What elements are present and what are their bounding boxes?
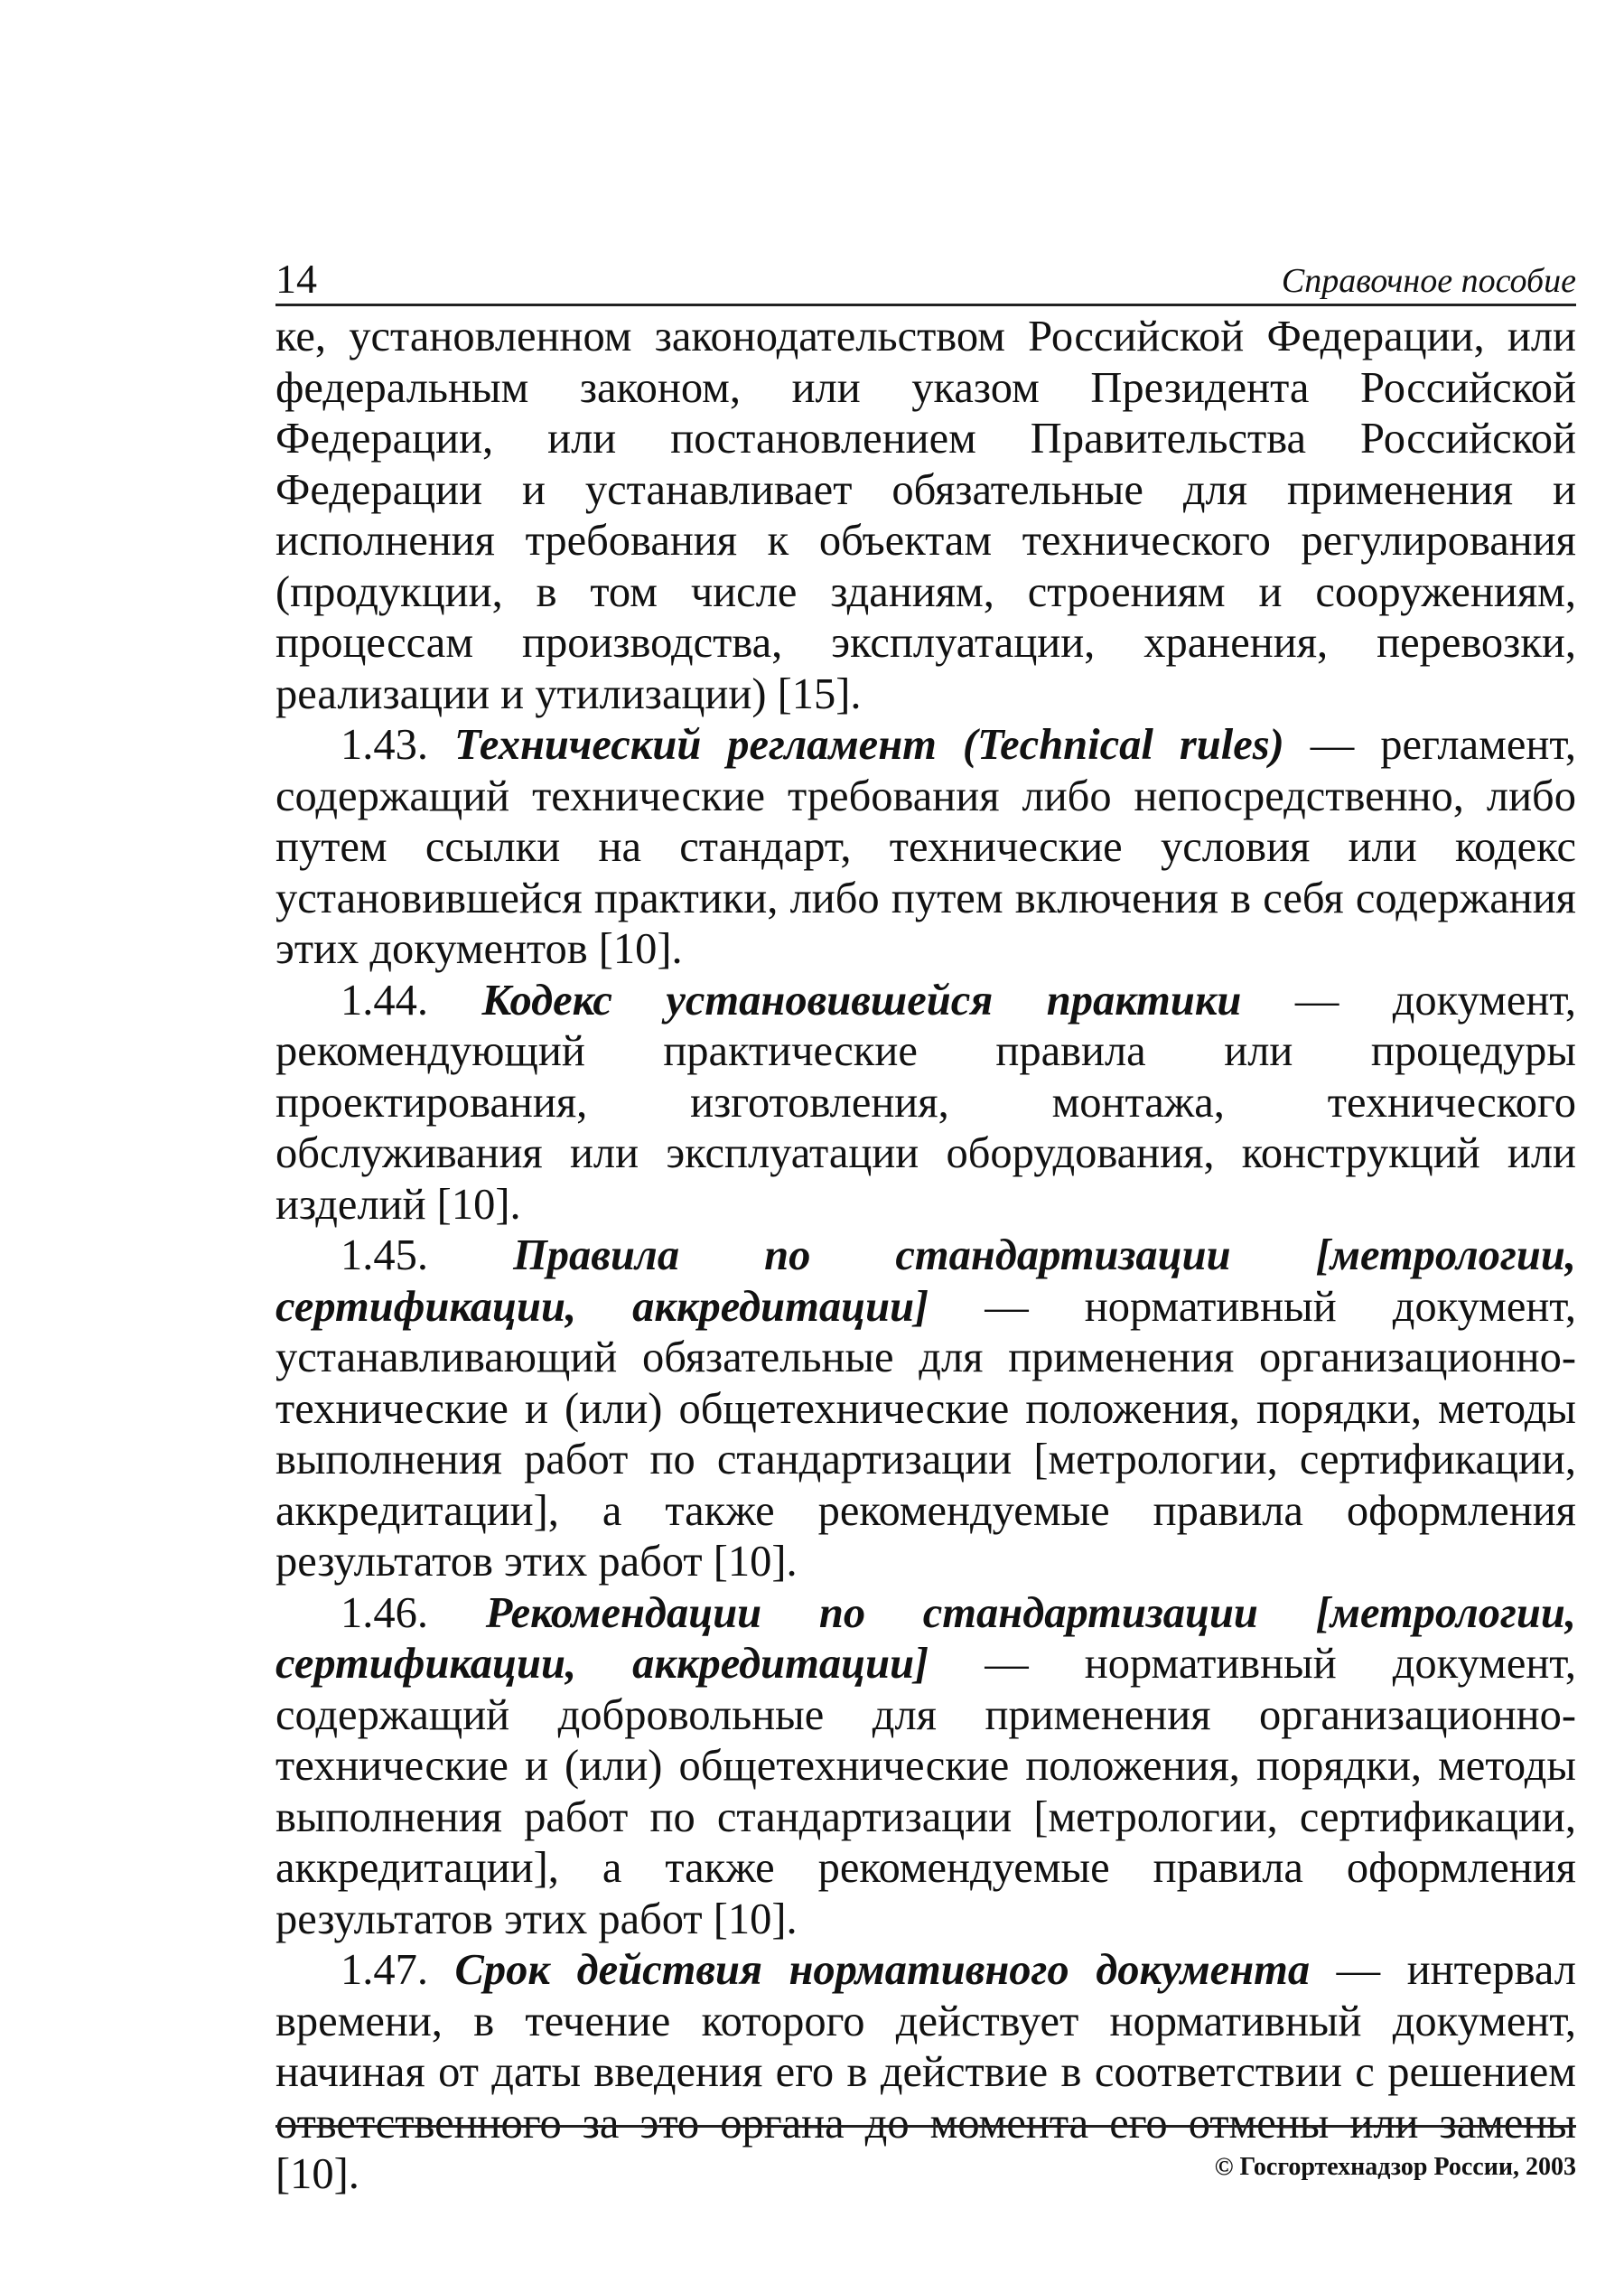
clause-number: 1.44.	[341, 976, 482, 1025]
page	[275, 253, 1576, 2201]
page-footer	[275, 2125, 1576, 2182]
definition-text: — нормативный документ, содержащий добровольные для применения организационно-технические и (или) общетехнические положения, порядки, методы выполнения работ по стандартизации [метрологии, сертификации, аккредитации], а также рекомендуемые правила оформления результатов этих работ [10].	[275, 1640, 1576, 1943]
paragraph-text: ке, установленном законодательством Российской Федерации, или федеральным законом, или указом Президента Российской Федерации, или постановлением Правительства Российской Федерации и устанавливает обязательные для применения и исполнения требования к объектам технического регулирования (продукции, в том числе зданиям, строениям и сооружениям, процессам производства, эксплуатации, хранения, перевозки, реализации и утилизации) [15].	[275, 313, 1576, 718]
defined-term: Срок действия нормативного документа	[454, 1946, 1311, 1994]
clause-number: 1.43.	[341, 721, 454, 769]
definition-1-43	[275, 720, 1576, 976]
definition-text: — регламент, содержащий технические требования либо непосредственно, либо путем ссылки на стандарт, технические условия или кодекс установившейся практики, либо путем включения в себя содержания этих документов [10].	[275, 721, 1576, 973]
clause-number: 1.45.	[341, 1231, 514, 1279]
clause-number: 1.46.	[341, 1588, 486, 1637]
footer-divider	[275, 2125, 1576, 2128]
clause-number: 1.47.	[341, 1946, 455, 1994]
definition-text: — интервал времени, в течение которого действует нормативный документ, начиная от даты введения его в действие в соответствии с решением ответственного за это органа до момента его отмены или замены [10].	[275, 1946, 1576, 2198]
running-title: Справочное пособие	[1281, 262, 1576, 300]
definition-1-45	[275, 1231, 1576, 1588]
body-text	[275, 312, 1576, 2201]
definition-1-44	[275, 976, 1576, 1231]
definition-text: — нормативный документ, устанавливающий обязательные для применения организационно-технические и (или) общетехнические положения, порядки, методы выполнения работ по стандартизации [метрологии, сертификации, аккредитации], а также рекомендуемые правила оформления результатов этих работ [10].	[275, 1282, 1576, 1586]
definition-text: — документ, рекомендующий практические правила или процедуры проектирования, изготовления, монтажа, технического обслуживания или эксплуатации оборудования, конструкций или изделий [10].	[275, 976, 1577, 1229]
defined-term: Рекомендации по стандартизации [метрологии, сертификации, аккредитации]	[275, 1588, 1577, 1688]
defined-term: Правила по стандартизации [метрологии, сертификации, аккредитации]	[275, 1231, 1577, 1331]
defined-term: Технический регламент (Technical rules)	[453, 721, 1284, 769]
defined-term: Кодекс установившейся практики	[481, 976, 1242, 1025]
copyright-notice: © Госгортехнадзор России, 2003	[1214, 2153, 1576, 2181]
definition-1-46	[275, 1588, 1576, 1946]
running-head	[275, 253, 1576, 306]
paragraph-continuation	[275, 312, 1576, 720]
page-number: 14	[275, 256, 317, 302]
